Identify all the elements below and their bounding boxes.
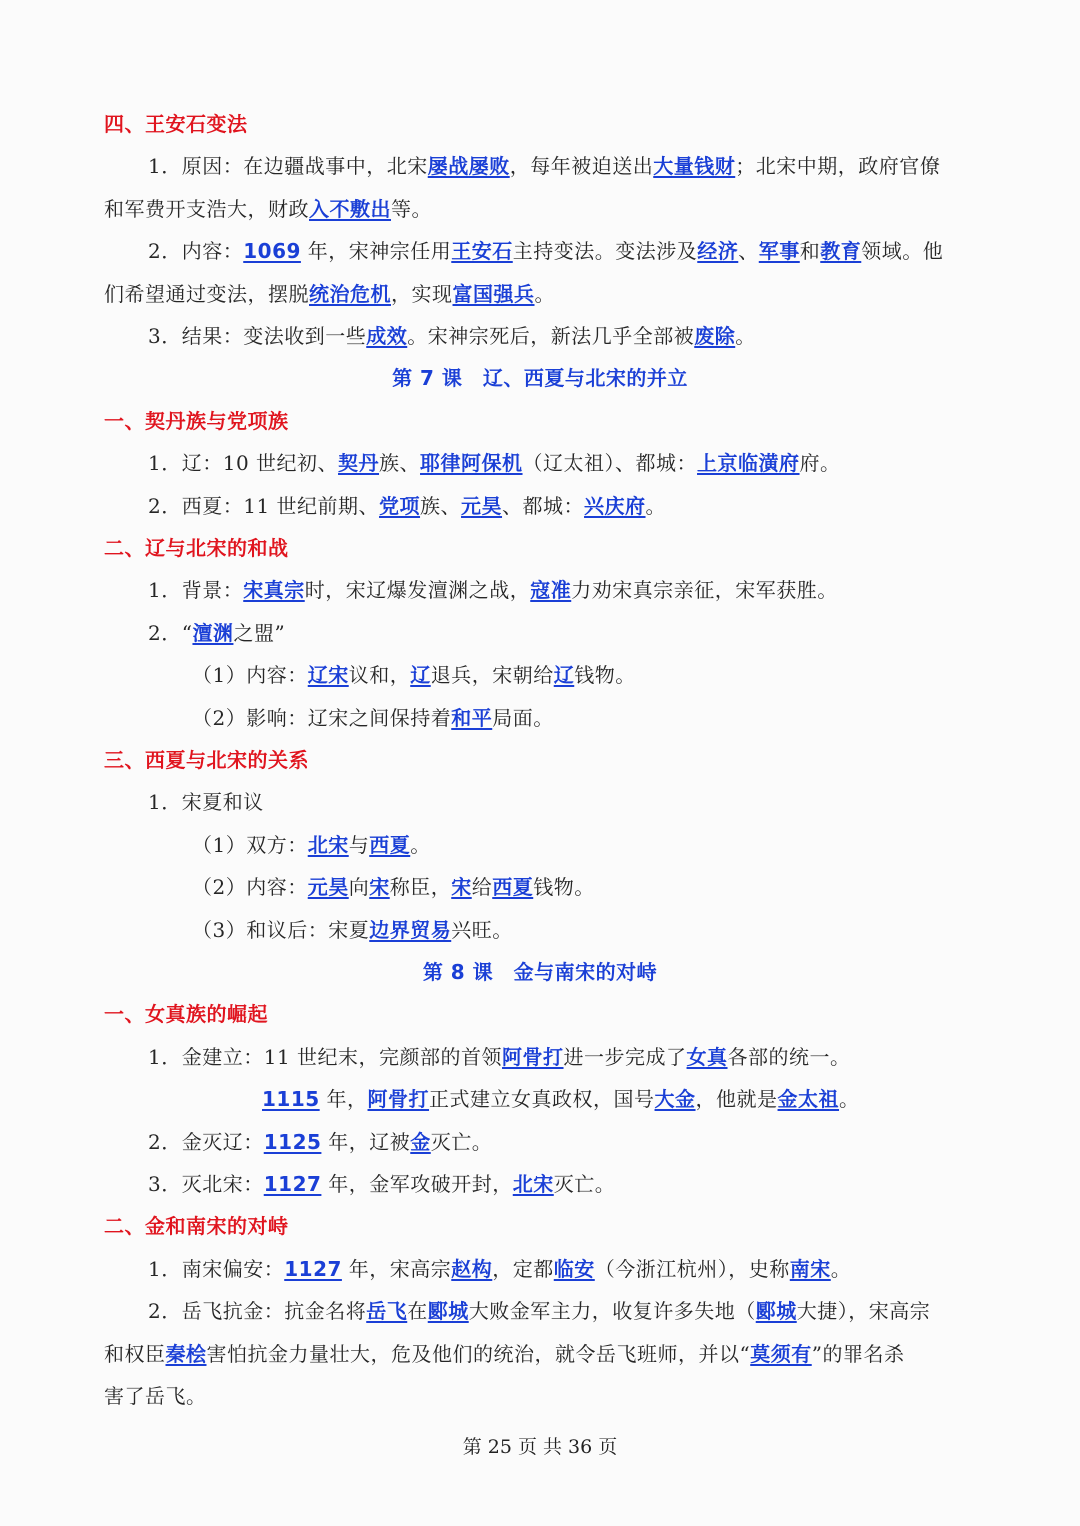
text-segment: ，每年被迫送出 [509, 154, 654, 179]
text-segment: 1．原因：在边疆战事中，北宋 [148, 154, 428, 179]
key-term: 莫须有 [750, 1341, 812, 1366]
text-segment: 年，宋神宗任用 [300, 239, 452, 264]
text-segment: 二、辽与北宋的和战 [104, 536, 289, 560]
text-segment: 族、 [379, 451, 421, 476]
key-term: 西夏 [369, 832, 411, 857]
text-segment: 灭亡。 [553, 1172, 616, 1196]
text-segment: 害了岳飞。 [104, 1384, 207, 1408]
text-segment: 年，金军攻破开封， [321, 1172, 513, 1196]
key-term: 王安石 [451, 239, 513, 264]
key-term: 1127 [284, 1256, 342, 1281]
key-term: 西夏 [492, 875, 534, 900]
text-segment: 三、西夏与北宋的关系 [104, 748, 309, 772]
key-term: 元昊 [461, 493, 503, 518]
key-term: 辽宋 [307, 663, 349, 688]
section-heading [0, 527, 1080, 569]
text-segment: 年，辽被 [321, 1129, 411, 1154]
text-segment: 2．“ [148, 620, 193, 645]
key-term: 北宋 [512, 1172, 554, 1196]
key-term: 岳飞 [366, 1299, 408, 1324]
section-heading [0, 993, 1080, 1035]
text-segment: 大捷），宋高宗 [796, 1299, 931, 1324]
text-line [0, 315, 1080, 357]
key-term: 女真 [686, 1044, 728, 1069]
text-segment: 进一步完成了 [563, 1044, 687, 1069]
text-segment: 称臣， [389, 875, 452, 900]
section-heading [0, 739, 1080, 781]
text-segment: 族、 [420, 493, 462, 518]
key-term: 北宋 [307, 832, 349, 857]
text-line [0, 188, 1080, 230]
text-segment: ，他就是 [695, 1087, 778, 1112]
text-segment: 。 [534, 281, 555, 306]
lesson-title [0, 357, 1080, 399]
text-segment: 第 8 课 金与南宋的对峙 [422, 960, 658, 984]
text-segment: （辽太祖）、都城： [522, 451, 698, 476]
text-segment: 力劝宋真宗亲征，宋军获胜。 [571, 578, 838, 603]
section-heading [0, 1205, 1080, 1247]
text-line [0, 824, 1080, 866]
text-segment: 府。 [799, 451, 841, 476]
key-term: 1125 [263, 1129, 322, 1154]
key-term: 经济 [697, 239, 739, 264]
key-term: 1069 [243, 239, 301, 264]
text-segment: 钱物。 [574, 663, 636, 688]
text-line [0, 1375, 1080, 1417]
text-segment: ，定都 [492, 1256, 554, 1281]
text-segment: 1．南宋偏安： [148, 1256, 285, 1281]
text-segment: 2．岳飞抗金：抗金名将 [148, 1299, 367, 1324]
page-footer: 第 25 页 共 36 页 [462, 1436, 618, 1458]
text-segment: 一、契丹族与党项族 [104, 408, 289, 433]
text-line [0, 273, 1080, 315]
text-line [0, 1290, 1080, 1332]
text-segment: 1．辽：10 世纪初、 [148, 451, 339, 476]
key-term: 元昊 [307, 875, 349, 900]
text-segment: 3．结果：变法收到一些 [148, 324, 367, 348]
text-segment: （1）双方： [192, 832, 308, 857]
text-line [0, 1121, 1080, 1163]
key-term: 大量钱财 [653, 154, 736, 179]
key-term: 契丹 [338, 451, 380, 476]
text-segment: 议和， [348, 663, 411, 688]
text-segment: （2）内容： [192, 875, 308, 900]
text-segment: （今浙江杭州），史称 [594, 1256, 790, 1281]
text-segment: 大败金军主力，收复许多失地（ [468, 1299, 756, 1324]
key-term: 南宋 [789, 1256, 831, 1281]
key-term: 和平 [451, 705, 493, 730]
key-term: 阿骨打 [367, 1087, 430, 1112]
text-segment: 退兵，宋朝给 [430, 663, 554, 688]
key-term: 金 [410, 1129, 431, 1154]
text-segment: 与 [348, 832, 370, 857]
key-term: 统治危机 [309, 281, 391, 306]
text-segment: 2．金灭辽： [148, 1129, 264, 1154]
text-line [0, 230, 1080, 272]
text-segment: 之盟” [233, 620, 286, 645]
text-segment: 时，宋辽爆发澶渊之战， [304, 578, 531, 603]
text-segment: 2．内容： [148, 239, 244, 264]
section-heading [0, 103, 1080, 145]
text-segment: 灭亡。 [430, 1129, 493, 1154]
text-segment: 年，宋高宗 [341, 1256, 452, 1281]
text-segment: 四、王安石变法 [104, 112, 248, 136]
key-term: 兴庆府 [584, 493, 646, 518]
key-term: 郾城 [427, 1299, 469, 1324]
text-line [0, 1333, 1080, 1375]
key-term: 军事 [758, 239, 800, 264]
text-line [0, 697, 1080, 739]
text-line [0, 1036, 1080, 1078]
text-segment: 向 [348, 875, 370, 900]
text-segment: 给 [471, 875, 493, 900]
text-segment: 、都城： [502, 493, 585, 518]
text-segment: 1．金建立：11 世纪末，完颜部的首领 [148, 1044, 503, 1069]
key-term: 屡战屡败 [427, 154, 510, 179]
key-term: 临安 [553, 1256, 595, 1281]
text-segment: 在 [407, 1299, 428, 1324]
text-segment: 正式建立女真政权，国号 [429, 1087, 655, 1112]
text-line [0, 612, 1080, 654]
text-segment: 第 7 课 辽、西夏与北宋的并立 [392, 366, 688, 391]
key-term: 大金 [654, 1087, 696, 1112]
text-line [0, 1078, 1080, 1120]
key-term: 寇准 [530, 578, 572, 603]
key-term: 耶律阿保机 [420, 451, 523, 476]
text-segment: 二、金和南宋的对峙 [104, 1214, 289, 1239]
text-segment: 。 [830, 1256, 852, 1281]
key-term: 党项 [379, 493, 421, 518]
text-segment: 。 [839, 1087, 860, 1112]
text-segment: 年， [319, 1087, 368, 1112]
key-term: 废除 [694, 324, 736, 348]
section-heading [0, 400, 1080, 442]
key-term: 宋真宗 [243, 578, 305, 603]
lesson-title [0, 951, 1080, 993]
text-line [0, 145, 1080, 187]
text-segment: 1．背景： [148, 578, 244, 603]
text-segment: （3）和议后：宋夏 [192, 917, 370, 942]
key-term: 赵构 [451, 1256, 493, 1281]
text-line [0, 1248, 1080, 1290]
key-term: 阿骨打 [502, 1044, 564, 1069]
key-term: 成效 [366, 324, 408, 348]
key-term: 富国强兵 [452, 281, 535, 306]
text-segment: 各部的统一。 [727, 1044, 851, 1069]
key-term: 辽 [410, 663, 431, 688]
text-segment: 3．灭北宋： [148, 1172, 264, 1196]
text-line [0, 442, 1080, 484]
text-segment: 1．宋夏和议 [148, 790, 264, 815]
text-segment: 。宋神宗死后，新法几乎全部被 [407, 324, 695, 348]
text-segment: ；北宋中期，政府官僚 [735, 154, 941, 179]
text-segment: ，实现 [391, 281, 453, 306]
text-segment: 等。 [391, 196, 432, 221]
text-line [0, 654, 1080, 696]
text-line [0, 1163, 1080, 1205]
text-line [0, 866, 1080, 908]
text-segment: 和 [799, 239, 821, 264]
text-segment: ”的罪名杀 [811, 1341, 905, 1366]
text-segment: 2．西夏：11 世纪前期、 [148, 493, 380, 518]
text-segment: 。 [410, 832, 431, 857]
text-segment: 。 [735, 324, 756, 348]
text-segment: 。 [645, 493, 667, 518]
key-term: 入不敷出 [309, 196, 391, 221]
key-term: 澶渊 [192, 620, 234, 645]
text-line [0, 909, 1080, 951]
key-term: 上京临潢府 [697, 451, 800, 476]
text-line [0, 781, 1080, 823]
text-segment: 害怕抗金力量壮大，危及他们的统治，就令岳飞班师，并以“ [206, 1341, 751, 1366]
text-line [0, 569, 1080, 611]
key-term: 教育 [820, 239, 862, 264]
text-segment: 局面。 [492, 705, 554, 730]
text-segment: 一、女真族的崛起 [104, 1002, 268, 1027]
key-term: 边界贸易 [369, 917, 452, 942]
text-segment: 和权臣 [104, 1341, 166, 1366]
key-term: 1115 [262, 1087, 320, 1112]
text-segment: 、 [738, 239, 759, 264]
key-term: 宋 [451, 875, 472, 900]
key-term: 郾城 [755, 1299, 797, 1324]
text-segment: 们希望通过变法，摆脱 [104, 281, 309, 306]
key-term: 秦桧 [165, 1341, 207, 1366]
text-segment: 和军费开支浩大，财政 [104, 196, 309, 221]
key-term: 宋 [369, 875, 390, 900]
text-segment: （1）内容： [192, 663, 308, 688]
key-term: 辽 [553, 663, 575, 688]
text-segment: （2）影响：辽宋之间保持着 [192, 705, 452, 730]
text-segment: 兴旺。 [451, 917, 513, 942]
text-segment: 领域。他 [861, 239, 944, 264]
key-term: 金太祖 [777, 1087, 840, 1112]
text-segment: 主持变法。变法涉及 [512, 239, 698, 264]
text-line [0, 485, 1080, 527]
text-segment: 钱物。 [533, 875, 595, 900]
key-term: 1127 [263, 1172, 322, 1196]
